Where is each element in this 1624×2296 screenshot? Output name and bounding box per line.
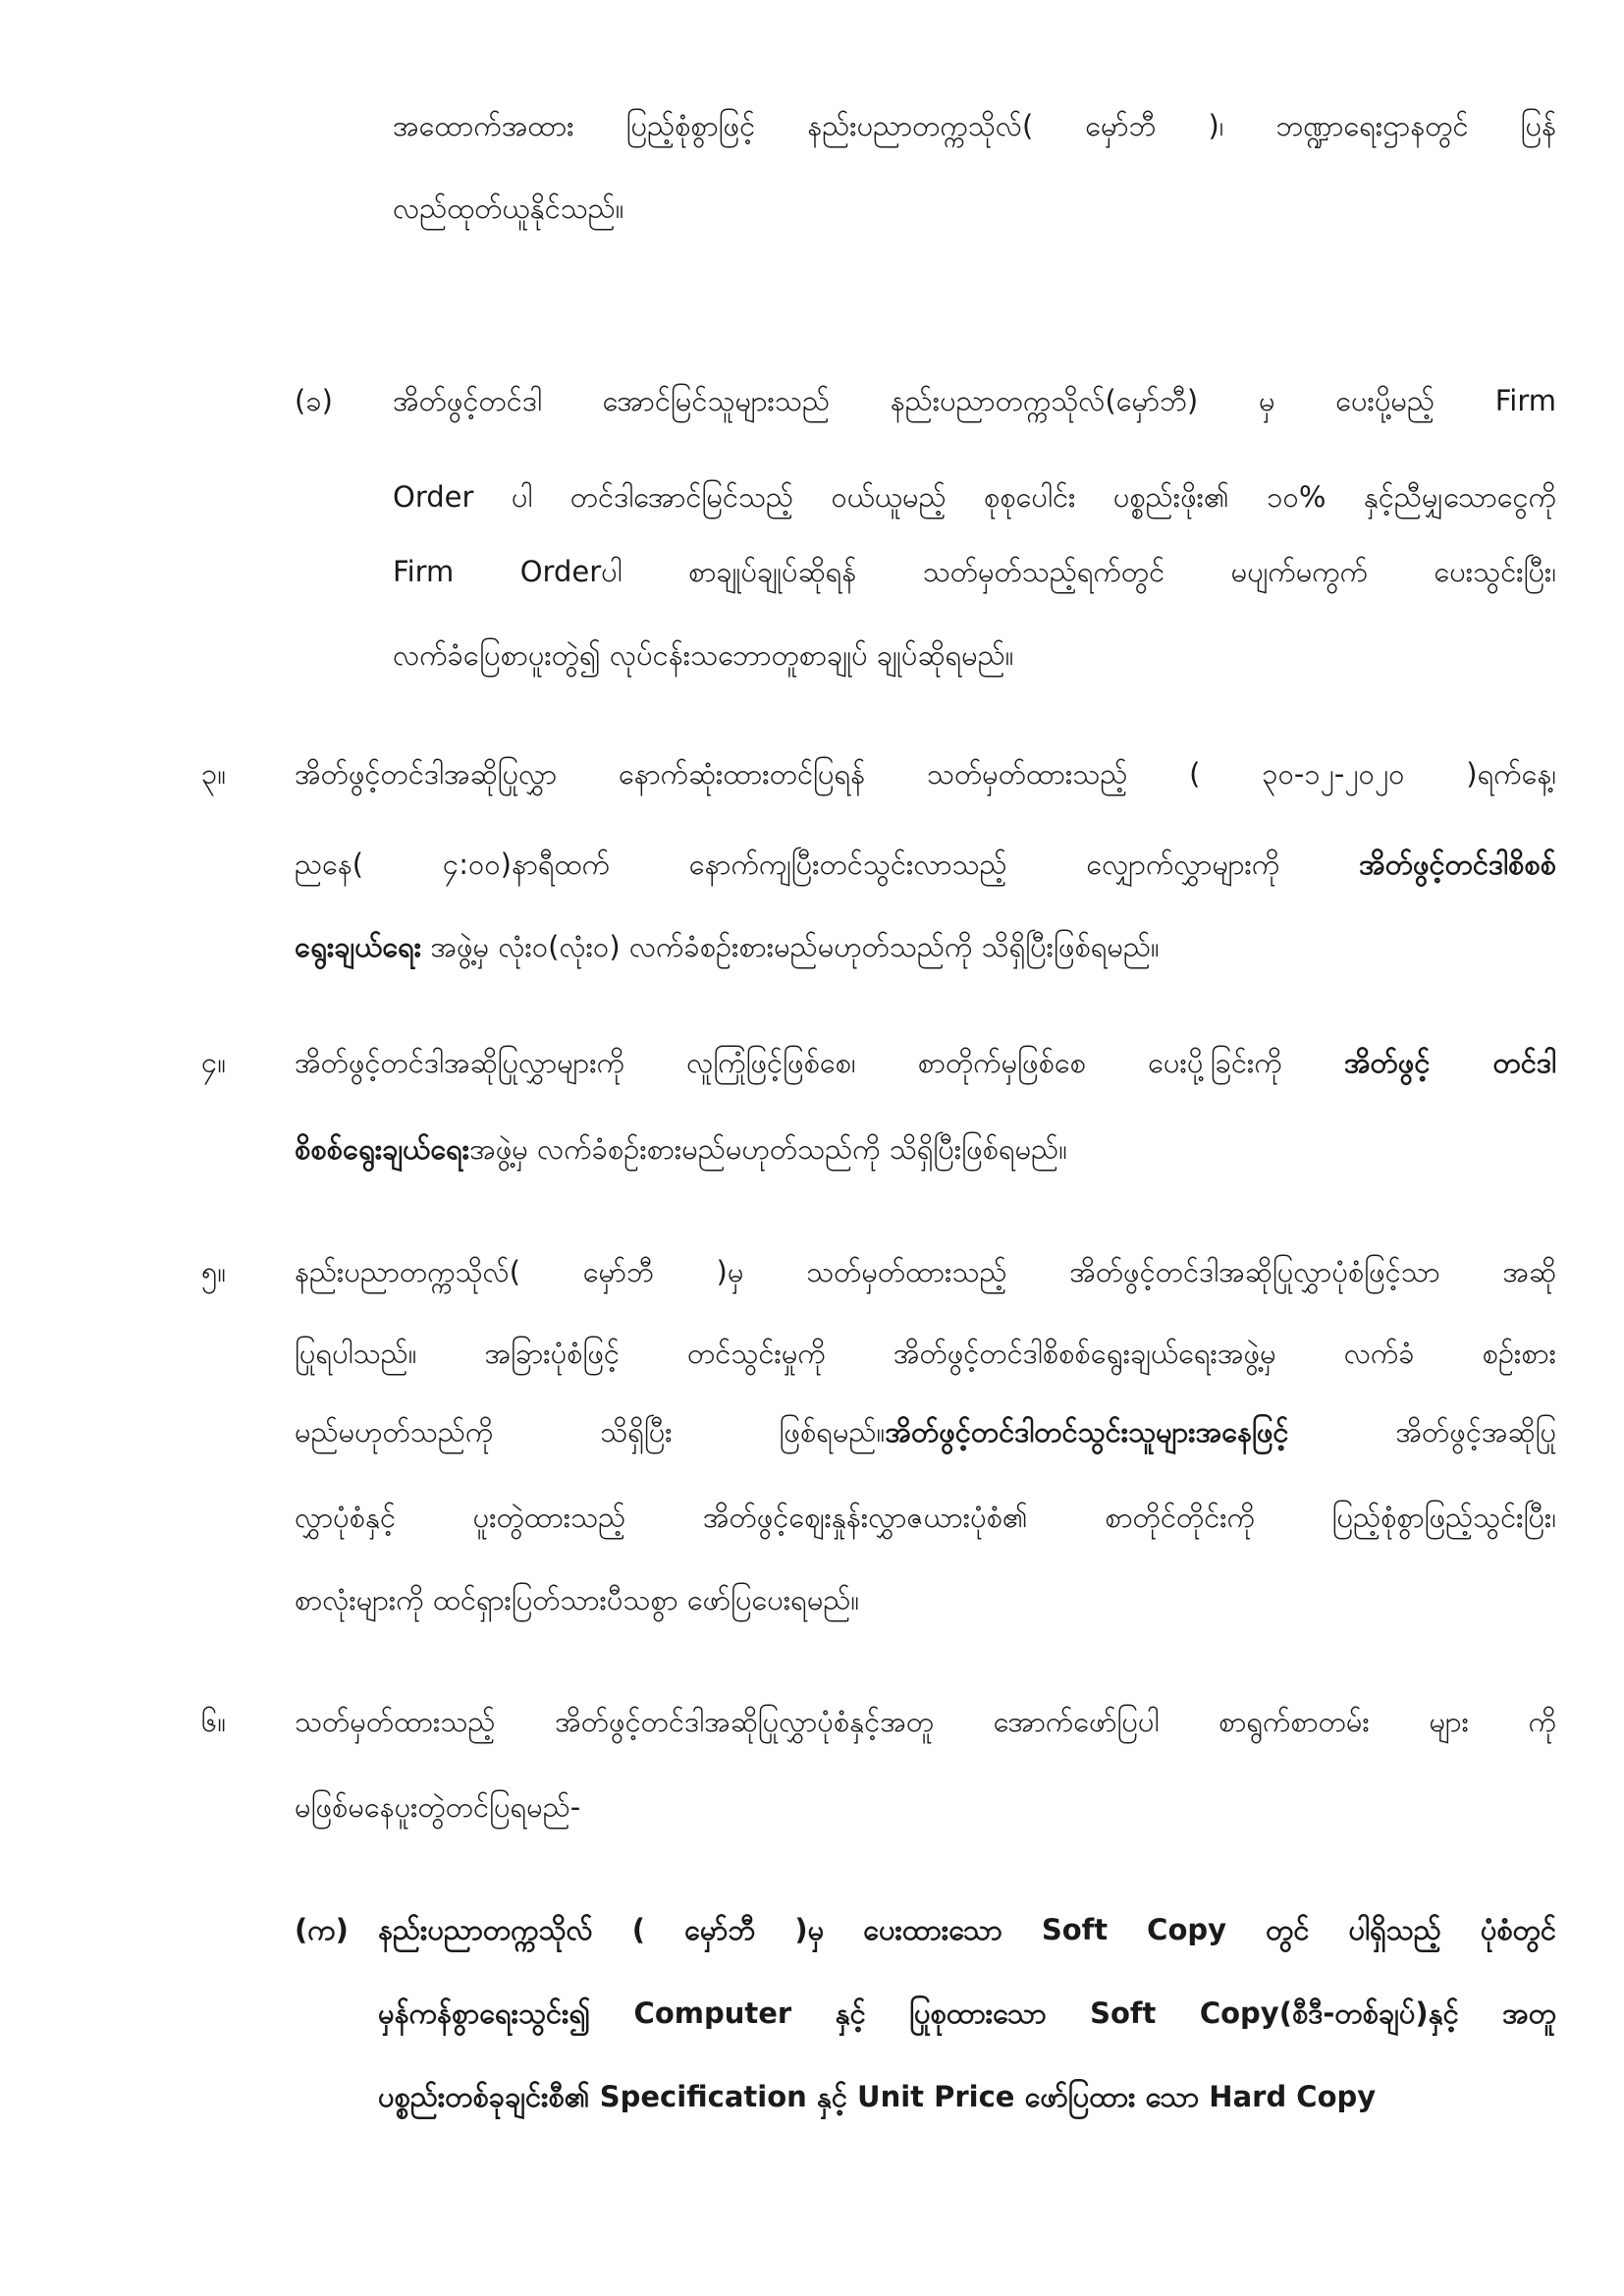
item-6-line-2: မဖြစ်မနေပူးတွဲတင်ပြရမည်- [295,1790,581,1824]
item-kha-line-4: လက်ခံပြေစာပူးတွဲ၍ လုပ်ငန်းသဘောတူစာချုပ် ချုပ်ဆိုရမည်။ [393,638,1014,672]
item-ka-line-3: ပစ္စည်းတစ်ခုချင်းစီ၏ Specification နှင့် Unit Price ဖော်ပြထား သော Hard Copy [378,2080,1377,2113]
item-5-line-1: နည်းပညာတက္ကသိုလ်( မှော်ဘီ )မှ သတ်မှတ်ထားသည့် အိတ်ဖွင့်တင်ဒါအဆိုပြုလွှာပုံစံဖြင့်သာ အဆို [295,1255,1556,1288]
item-3-line-2 [295,845,1556,884]
item-5-number: ၅။ [201,1255,227,1288]
item-4-line-2 [295,1129,1067,1169]
item-5-line-3-text-c: အိတ်ဖွင့်အဆိုပြု [1288,1415,1557,1449]
continuation-line-2: လည်ထုတ်ယူနိုင်သည်။ [393,191,624,225]
item-5-line-2: ပြုရပါသည်။ အခြားပုံစံဖြင့် တင်သွင်းမှုကို အိတ်ဖွင့်တင်ဒါစိစစ်ရွေးချယ်ရေးအဖွဲ့မှ လက်ခံ စဉ်းစား [295,1337,1556,1370]
item-ka-line-2: မှန်ကန်စွာရေးသွင်း၍ Computer နှင့် ပြုစုထားသော Soft Copy(စီဒီ-တစ်ချပ်)နှင့် အတူ [378,1996,1556,2030]
item-3-line-2-bold: အိတ်ဖွင့်တင်ဒါစိစစ် [1359,847,1556,881]
item-3-line-3-text: အဖွဲ့မှ လုံးဝ(လုံးဝ) လက်ခံစဉ်းစားမည်မဟုတ်သည်ကို သိရှိပြီးဖြစ်ရမည်။ [421,930,1160,963]
item-6-number: ၆။ [201,1705,227,1738]
item-5-line-3-text-a: မည်မဟုတ်သည်ကို သိရှိပြီး ဖြစ်ရမည်။ [295,1415,886,1449]
item-kha-line-3: Firm Orderပါ စာချုပ်ချုပ်ဆိုရန် သတ်မှတ်သည့်ရက်တွင် မပျက်မကွက် ပေးသွင်းပြီး၊ [393,555,1556,588]
item-ka-label: (က) [295,1913,349,1946]
item-kha-line-1: အိတ်ဖွင့်တင်ဒါ အောင်မြင်သူများသည် နည်းပညာတက္ကသိုလ်(မှော်ဘီ) မှ ပေးပို့မည့် Firm [393,384,1556,417]
item-kha-label: (ခ) [295,384,333,417]
item-ka-line-1: နည်းပညာတက္ကသိုလ် ( မှော်ဘီ )မှ ပေးထားသော Soft Copy တွင် ပါရှိသည့် ပုံစံတွင် [378,1913,1556,1946]
item-5-line-3 [295,1412,1556,1451]
item-5-line-5: စာလုံးများကို ထင်ရှားပြတ်သားပီသစွာ ဖော်ပြပေးရမည်။ [295,1583,860,1616]
item-4-line-2-text: အဖွဲ့မှ လက်ခံစဉ်းစားမည်မဟုတ်သည်ကို သိရှိပြီးဖြစ်ရမည်။ [469,1132,1067,1166]
continuation-line-1: အထောက်အထား ပြည့်စုံစွာဖြင့် နည်းပညာတက္ကသိုလ်( မှော်ဘီ )၊ ဘဏ္ဍာရေးဌာနတွင် ပြန် [393,109,1556,142]
item-5-line-3-bold: အိတ်ဖွင့်တင်ဒါတင်သွင်းသူများအနေဖြင့် [885,1415,1289,1449]
item-4-line-1 [295,1043,1556,1082]
item-3-number: ၃။ [201,757,227,791]
item-3-line-2-text: ညနေ( ၄:၀၀)နာရီထက် နောက်ကျပြီးတင်သွင်းလာသည့် လျှောက်လွှာများကို [295,847,1360,881]
item-3-line-1: အိတ်ဖွင့်တင်ဒါအဆိုပြုလွှာ နောက်ဆုံးထားတင်ပြရန် သတ်မှတ်ထားသည့် ( ၃၀-၁၂-၂၀၂၀ )ရက်နေ့၊ [295,757,1556,791]
item-4-number: ၄။ [201,1046,227,1079]
item-3-line-3-bold: ရွေးချယ်ရေး [295,930,422,963]
item-kha-line-2: Order ပါ တင်ဒါအောင်မြင်သည့် ဝယ်ယူမည့် စုစုပေါင်း ပစ္စည်းဖိုး၏ ၁၀% နှင့်ညီမျှသောငွေကို [393,480,1556,514]
item-4-line-1-bold: အိတ်ဖွင့် တင်ဒါ [1343,1046,1556,1079]
item-4-line-2-bold: စိစစ်ရွေးချယ်ရေး [295,1132,470,1166]
item-5-line-4: လွှာပုံစံနှင့် ပူးတွဲထားသည့် အိတ်ဖွင့်ဈေးနှုန်းလွှာဇယားပုံစံ၏ စာတိုင်တိုင်းကို ပြည့်စုံစွာဖြည့်သွင်းပြီး၊ [295,1501,1556,1534]
item-4-line-1-text: အိတ်ဖွင့်တင်ဒါအဆိုပြုလွှာများကို လူကြုံဖြင့်ဖြစ်စေ၊ စာတိုက်မှဖြစ်စေ ပေးပို့ခြင်းကို [295,1046,1344,1079]
item-6-line-1: သတ်မှတ်ထားသည့် အိတ်ဖွင့်တင်ဒါအဆိုပြုလွှာပုံစံနှင့်အတူ အောက်ဖော်ပြပါ စာရွက်စာတမ်း များ ကို [295,1705,1556,1738]
item-3-line-3 [295,927,1160,966]
